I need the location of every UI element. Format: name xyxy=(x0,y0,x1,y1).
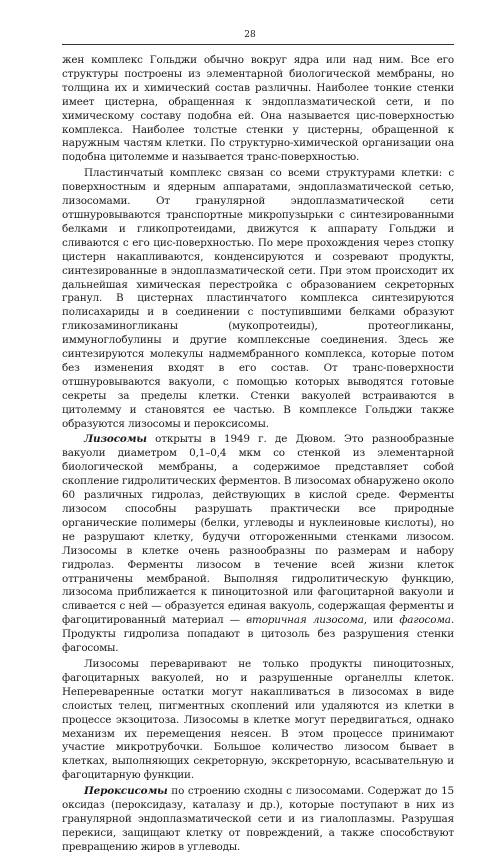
text-run: . Продукты гидролиза попадают в цитозоль без разрушения стенки фагосомы. xyxy=(62,614,454,655)
paragraph xyxy=(62,167,454,431)
paragraph xyxy=(62,433,454,656)
text-run: Лизосомы переваривают не только продукты пиноцитозных, фагоцитарных вакуолей, но и разрушенные органеллы клеток. Непереваренные остатки могут накапливаться в лизосомах в виде слоистых телец, пигментных скоплений или удаляются из клетки в процессе экзоцитоза. Лизосомы в клетке могут передвигаться, однако механизм их перемещения неясен. В этом процессе принимают участие микротрубочки. Большое количество лизосом бывает в клетках, выполняющих секреторную, экскреторную, всасывательную и фагоцитарную функции. xyxy=(62,657,454,782)
term-heading: Пероксисомы xyxy=(84,785,168,798)
italic-term: вторичная лизосома xyxy=(246,614,364,627)
paragraph xyxy=(62,658,454,783)
text-run: открыты в 1949 г. де Дювом. Это разнообразные вакуоли диаметром 0,1–0,4 мкм со стенкой из элементарной биологической мембраны, а содержимое представляет собой скопление гидролитических ферментов. В лизосомах обнаружено около 60 различных гидролаз, действующих в кислой среде. Ферменты лизосом способны разрушать практически все природные органические полимеры (белки, углеводы и нуклеиновые кислоты), но не разрушают клетку, будучи отгороженными стенками лизосом. Лизосомы в клетке очень разнообразны по размерам и набору гидролаз. Ферменты лизосом в течение всей жизни клеток отграничены мембраной. Выполняя гидролитическую функцию, лизосома приближается к пиноцитозной или фагоцитарной вакуоли и сливается с ней — образуется единая вакуоль, содержащая ферменты и фагоцитированный материал — xyxy=(62,433,454,627)
term-heading: Лизосомы xyxy=(84,433,147,446)
header-rule xyxy=(62,44,454,45)
text-run: Пластинчатый комплекс связан со всеми структурами клетки: с поверхностным и ядерным аппаратами, эндоплазматической сетью, лизосомами. От гранулярной эндоплазматической сети отшнуровываются транспортные микропузырьки с синтезированными белками и гликопротеидами, движутся к аппарату Гольджи и сливаются с его цис-поверхностью. По мере прохождения через стопку цистерн накапливаются, конденсируются и созревают продукты, синтезированные в эндоплазматической сети. При этом происходит их дальнейшая химическая перестройка с образованием секреторных гранул. В цистернах пластинчатого комплекса синтезируются полисахариды и в соединении с поступившими белками образуют гликозаминогликаны (мукопротеиды), протеогликаны, иммуноглобулины и другие комплексные соединения. Здесь же синтезируются молекулы надмембранного комплекса, которые потом без изменения входят в его состав. От транс-поверхности отшнуровываются вакуоли, с помощью которых выводятся готовые секреты за пределы клетки. Стенки вакуолей встраиваются в цитолемму и становятся ее частью. В комплексе Гольджи также образуются лизосомы и пероксисомы. xyxy=(62,167,454,430)
body-text xyxy=(62,54,454,857)
text-run: , или xyxy=(363,614,400,627)
text-run: жен комплекс Гольджи обычно вокруг ядра или над ним. Все его структуры построены из элементарной биологической мембраны, но толщина их и химический состав различны. Наиболее тонкие стенки имеет цистерна, обращенная к эндоплазматической сети, и по химическому составу подобна ей. Она называется цис-поверхностью комплекса. Наиболее толстые стенки у цистерны, обращенной к наружным частям клетки. По структурно-химической организации она подобна цитолемме и называется транс-поверхностью. xyxy=(62,54,454,164)
paragraph xyxy=(62,785,454,855)
page-number: 28 xyxy=(244,30,256,40)
italic-term: фагосома xyxy=(399,614,451,627)
paragraph xyxy=(62,54,454,165)
text-run: по строению сходны с лизосомами. Содержат до 15 оксидаз (пероксидазу, каталазу и др.), которые поступают в них из гранулярной эндоплазматической сети и из гиалоплазмы. Разрушая перекиси, защищают клетку от повреждений, а также способствуют превращению жиров в углеводы. xyxy=(62,785,454,853)
